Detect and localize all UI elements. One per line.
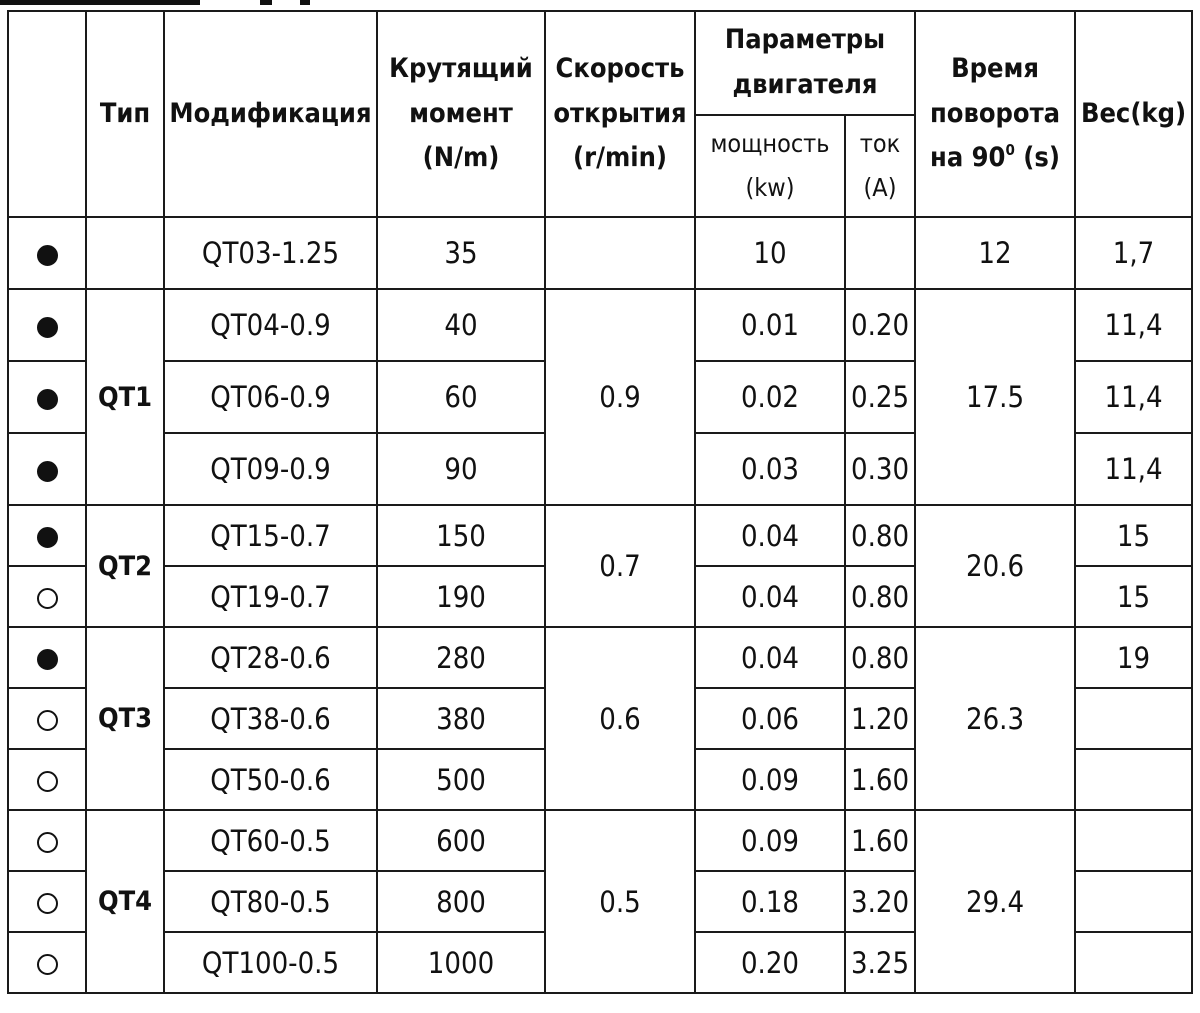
power-cell: 0.04 [695,627,845,688]
degree-superscript: 0 [1005,141,1015,160]
type-cell [86,217,164,289]
speed-header-line: открытия [553,97,687,129]
model-cell: QT80-0.5 [164,871,377,932]
weight-cell [1075,749,1192,810]
model-cell: QT28-0.6 [164,627,377,688]
torque-header-line: момент [409,97,513,129]
speed-header [545,11,695,217]
current-cell [845,217,915,289]
status-marker-icon [37,771,58,792]
model-cell: QT09-0.9 [164,433,377,505]
time-cell: 17.5 [915,289,1075,505]
torque-cell: 280 [377,627,545,688]
time-header-text: на 90 [930,142,1006,174]
torque-cell: 600 [377,810,545,871]
status-marker-icon [37,832,58,853]
torque-cell: 190 [377,566,545,627]
status-marker-icon [37,710,58,731]
weight-cell: 15 [1075,505,1192,566]
power-cell: 0.01 [695,289,845,361]
status-marker-icon [37,245,58,266]
power-cell: 0.03 [695,433,845,505]
marker-cell [8,688,86,749]
time-header-line [916,136,1074,181]
marker-cell [8,749,86,810]
power-header-line: мощность [710,129,830,159]
speed-cell: 0.7 [545,505,695,627]
current-header [845,115,915,217]
marker-header [8,11,86,217]
weight-cell [1075,810,1192,871]
time-cell: 26.3 [915,627,1075,810]
header-row [8,11,1192,115]
status-marker-icon [37,527,58,548]
power-cell: 0.02 [695,361,845,433]
power-cell: 0.09 [695,810,845,871]
weight-cell: 15 [1075,566,1192,627]
time-header-unit: (s) [1014,142,1060,174]
torque-cell: 60 [377,361,545,433]
speed-header-line: (r/min) [573,142,667,174]
weight-cell: 11,4 [1075,433,1192,505]
model-cell: QT15-0.7 [164,505,377,566]
marker-cell [8,505,86,566]
table-row [8,289,1192,361]
weight-header: Вес(kg) [1075,11,1192,217]
torque-cell: 800 [377,871,545,932]
current-header-line: (A) [863,173,897,202]
model-cell: QT50-0.6 [164,749,377,810]
spec-table [7,10,1193,994]
current-cell: 0.80 [845,566,915,627]
power-cell: 0.06 [695,688,845,749]
table-row [8,627,1192,688]
table-row [8,810,1192,871]
model-cell: QT60-0.5 [164,810,377,871]
current-cell: 1.60 [845,749,915,810]
power-header [695,115,845,217]
torque-cell: 40 [377,289,545,361]
model-cell: QT19-0.7 [164,566,377,627]
model-cell: QT100-0.5 [164,932,377,993]
current-header-line: ток [859,129,901,159]
status-marker-icon [37,649,58,670]
table-row [8,505,1192,566]
weight-cell: 19 [1075,627,1192,688]
motor-header-line: двигателя [732,69,878,100]
current-cell: 0.20 [845,289,915,361]
status-marker-icon [37,954,58,975]
current-cell: 3.25 [845,932,915,993]
type-cell: QT2 [86,505,164,627]
top-cut-title-fragment [260,0,272,5]
torque-header-line: (N/m) [422,142,500,174]
speed-header-line: Скорость [555,53,685,85]
type-cell: QT3 [86,627,164,810]
speed-cell [545,217,695,289]
power-header-line: (kw) [745,173,795,202]
speed-cell: 0.6 [545,627,695,810]
time-cell: 12 [915,217,1075,289]
marker-cell [8,217,86,289]
torque-header-line: Крутящий [389,53,533,85]
status-marker-icon [37,389,58,410]
type-cell: QT1 [86,289,164,505]
status-marker-icon [37,893,58,914]
torque-cell: 35 [377,217,545,289]
top-cut-title-fragment [0,0,200,5]
type-header: Тип [86,11,164,217]
time-cell: 29.4 [915,810,1075,993]
current-cell: 3.20 [845,871,915,932]
torque-cell: 90 [377,433,545,505]
weight-cell [1075,871,1192,932]
motor-header-line: Параметры [724,24,886,56]
current-cell: 1.20 [845,688,915,749]
marker-cell [8,627,86,688]
speed-cell: 0.5 [545,810,695,993]
marker-cell [8,433,86,505]
model-cell: QT06-0.9 [164,361,377,433]
torque-cell: 1000 [377,932,545,993]
weight-cell: 11,4 [1075,361,1192,433]
time-header [915,11,1075,217]
weight-cell [1075,688,1192,749]
current-cell: 0.30 [845,433,915,505]
weight-cell [1075,932,1192,993]
marker-cell [8,810,86,871]
marker-cell [8,871,86,932]
status-marker-icon [37,461,58,482]
current-cell: 0.80 [845,505,915,566]
status-marker-icon [37,588,58,609]
time-header-line: поворота [929,97,1061,129]
marker-cell [8,566,86,627]
motor-header [695,11,915,115]
weight-cell: 1,7 [1075,217,1192,289]
table-row [8,217,1192,289]
current-cell: 0.25 [845,361,915,433]
torque-cell: 380 [377,688,545,749]
marker-cell [8,289,86,361]
torque-header [377,11,545,217]
weight-cell: 11,4 [1075,289,1192,361]
power-cell: 0.04 [695,505,845,566]
top-cut-title-fragment [300,0,310,5]
type-cell: QT4 [86,810,164,993]
marker-cell [8,361,86,433]
torque-cell: 150 [377,505,545,566]
model-cell: QT03-1.25 [164,217,377,289]
model-header: Модификация [164,11,377,217]
power-cell: 0.09 [695,749,845,810]
time-header-line: Время [951,53,1039,85]
power-cell: 0.18 [695,871,845,932]
power-cell: 10 [695,217,845,289]
speed-cell: 0.9 [545,289,695,505]
current-cell: 1.60 [845,810,915,871]
marker-cell [8,932,86,993]
power-cell: 0.20 [695,932,845,993]
current-cell: 0.80 [845,627,915,688]
time-cell: 20.6 [915,505,1075,627]
model-cell: QT38-0.6 [164,688,377,749]
power-cell: 0.04 [695,566,845,627]
model-cell: QT04-0.9 [164,289,377,361]
torque-cell: 500 [377,749,545,810]
status-marker-icon [37,317,58,338]
